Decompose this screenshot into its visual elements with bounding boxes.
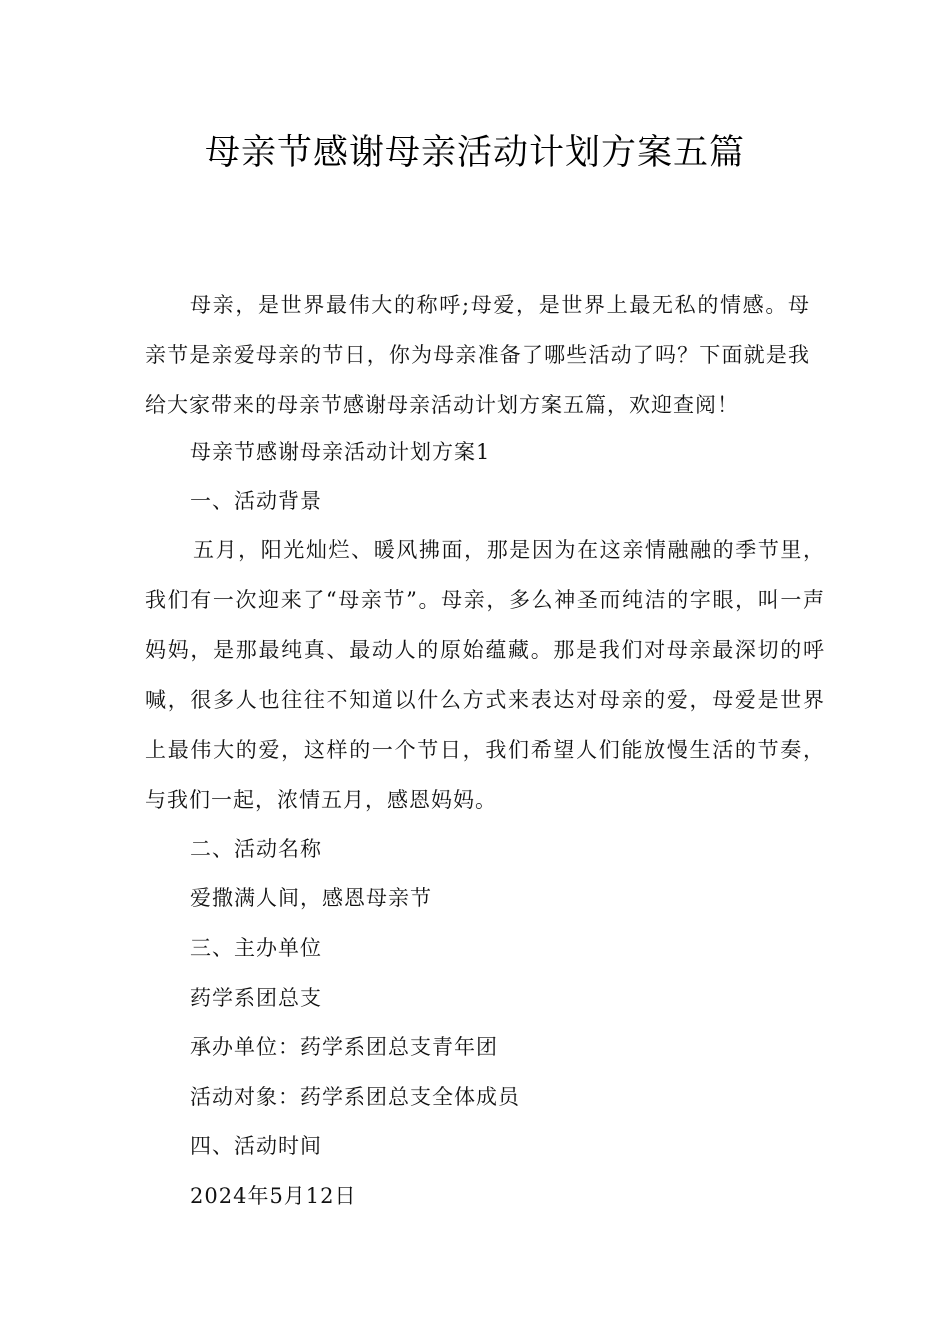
activity-date-text: 2024年5月12日 <box>190 1184 357 1208</box>
intro-paragraph: 母亲，是世界最伟大的称呼;母爱，是世界上最无私的情感。母亲节是亲爱母亲的节日，你为母亲准备了哪些活动了吗？下面就是我给大家带来的母亲节感谢母亲活动计划方案五篇，欢迎查阅！ <box>145 293 810 417</box>
section-heading-background: 一、活动背景 <box>190 489 322 513</box>
section-heading-time: 四、活动时间 <box>190 1134 322 1158</box>
activity-name-text: 爱撒满人间，感恩母亲节 <box>190 886 432 910</box>
plan-heading: 母亲节感谢母亲活动计划方案1 <box>190 440 491 464</box>
section-heading-name: 二、活动名称 <box>190 837 322 861</box>
host-text: 药学系团总支 <box>190 986 322 1010</box>
background-paragraph: 五月，阳光灿烂、暖风拂面，那是因为在这亲情融融的季节里，我们有一次迎来了“母亲节”。母亲，多么神圣而纯洁的字眼，叫一声妈妈，是那最纯真、最动人的原始蕴藏。那是我们对母亲最深切的呼喊，很多人也往往不知道以什么方式来表达对母亲的爱，母爱是世界上最伟大的爱，这样的一个节日，我们希望人们能放慢生活的节奏，与我们一起，浓情五月，感恩妈妈。 <box>145 538 825 812</box>
section-heading-host: 三、主办单位 <box>190 936 322 960</box>
document-title: 母亲节感谢母亲活动计划方案五篇 <box>204 133 745 173</box>
audience-text: 活动对象：药学系团总支全体成员 <box>190 1085 520 1109</box>
organizer-text: 承办单位：药学系团总支青年团 <box>190 1035 498 1059</box>
